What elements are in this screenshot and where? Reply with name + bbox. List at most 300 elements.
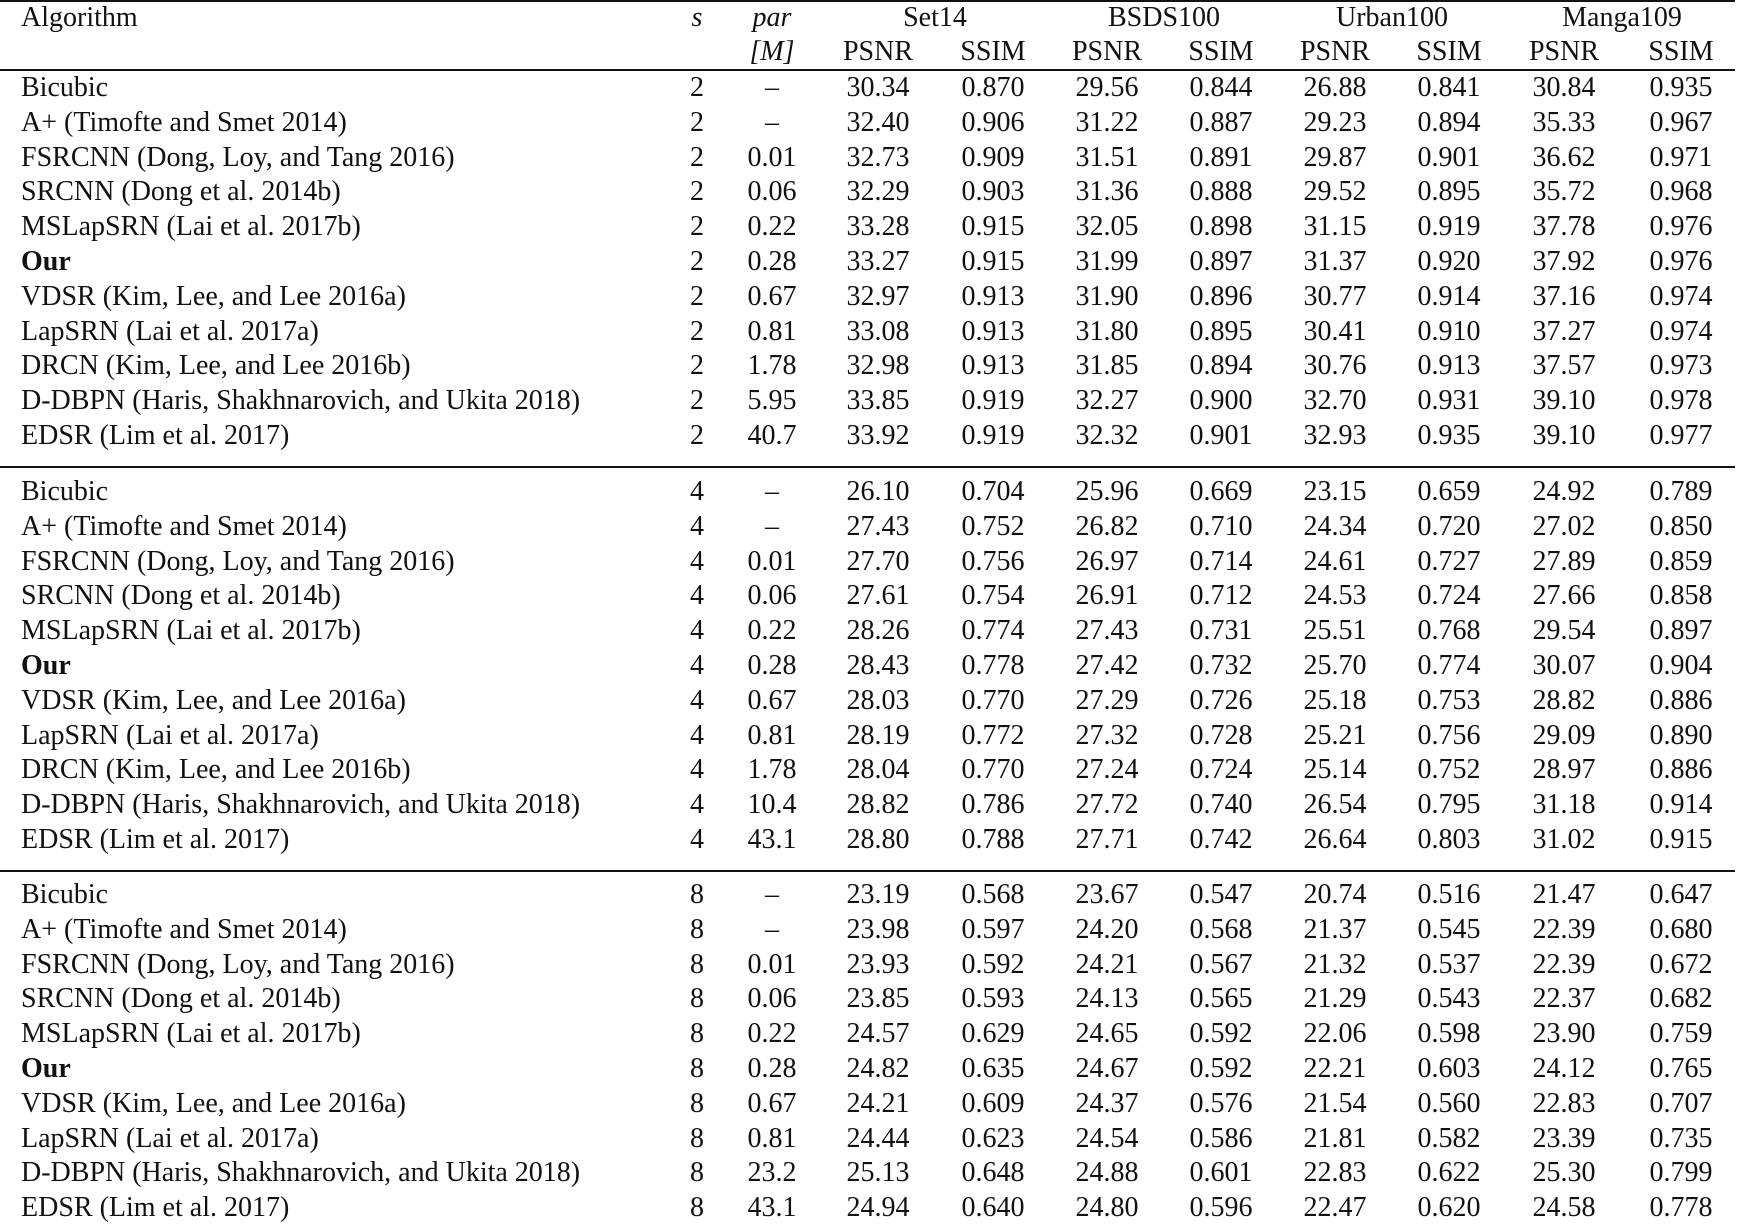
- scale-cell: 4: [690, 580, 704, 612]
- manga109-ssim-cell: 0.974: [1649, 315, 1713, 347]
- set14-ssim-cell: 0.870: [961, 72, 1025, 103]
- header-metric: SSIM: [1416, 36, 1482, 67]
- table-row: [0, 578, 1738, 613]
- manga109-ssim-cell: 0.672: [1649, 948, 1713, 980]
- header-row-2: [0, 34, 1738, 69]
- manga109-psnr-cell: 30.07: [1532, 650, 1596, 681]
- table-row: [0, 718, 1738, 753]
- manga109-psnr-cell: 22.39: [1532, 913, 1596, 945]
- bsds100-psnr-cell: 24.88: [1075, 1157, 1139, 1189]
- bsds100-ssim-cell: 0.742: [1189, 824, 1253, 855]
- set14-psnr-cell: 24.44: [846, 1122, 910, 1154]
- bsds100-psnr-cell: 24.20: [1075, 913, 1139, 945]
- params-cell: 5.95: [747, 385, 797, 417]
- set14-psnr-cell: 28.26: [846, 615, 910, 647]
- manga109-psnr-cell: 29.54: [1532, 615, 1596, 647]
- set14-ssim-cell: 0.592: [961, 948, 1025, 980]
- algorithm-cell: SRCNN (Dong et al. 2014b): [21, 176, 341, 208]
- scale-cell: 8: [690, 983, 704, 1015]
- table-row: [0, 613, 1738, 648]
- algorithm-cell: Our: [21, 246, 71, 277]
- scale-cell: 4: [690, 789, 704, 821]
- urban100-psnr-cell: 21.54: [1303, 1087, 1367, 1119]
- bsds100-ssim-cell: 0.576: [1189, 1087, 1253, 1119]
- urban100-psnr-cell: 21.32: [1303, 948, 1367, 980]
- bsds100-psnr-cell: 31.51: [1075, 141, 1139, 173]
- set14-ssim-cell: 0.568: [961, 879, 1025, 910]
- algorithm-cell: Our: [21, 1053, 71, 1084]
- manga109-psnr-cell: 21.47: [1532, 879, 1596, 910]
- urban100-psnr-cell: 22.47: [1303, 1192, 1367, 1224]
- params-cell: –: [765, 106, 779, 138]
- table-row: [0, 981, 1738, 1016]
- urban100-ssim-cell: 0.752: [1417, 754, 1481, 786]
- params-cell: 0.81: [747, 719, 797, 751]
- manga109-psnr-cell: 37.27: [1532, 315, 1596, 347]
- header-dataset-urban100: Urban100: [1336, 2, 1448, 33]
- bsds100-psnr-cell: 24.54: [1075, 1122, 1139, 1154]
- manga109-psnr-cell: 28.97: [1532, 754, 1596, 786]
- bsds100-ssim-cell: 0.728: [1189, 719, 1253, 751]
- manga109-ssim-cell: 0.647: [1649, 879, 1713, 910]
- urban100-ssim-cell: 0.803: [1417, 824, 1481, 855]
- scale-cell: 2: [690, 350, 704, 382]
- bsds100-ssim-cell: 0.901: [1189, 420, 1253, 451]
- set14-psnr-cell: 24.94: [846, 1192, 910, 1224]
- bsds100-psnr-cell: 31.22: [1075, 106, 1139, 138]
- manga109-ssim-cell: 0.735: [1649, 1122, 1713, 1154]
- manga109-psnr-cell: 22.37: [1532, 983, 1596, 1015]
- bsds100-ssim-cell: 0.844: [1189, 72, 1253, 103]
- set14-psnr-cell: 28.03: [846, 684, 910, 716]
- scale-cell: 2: [690, 246, 704, 277]
- algorithm-cell: A+ (Timofte and Smet 2014): [21, 913, 347, 945]
- params-cell: 0.67: [747, 1087, 797, 1119]
- set14-ssim-cell: 0.635: [961, 1053, 1025, 1084]
- urban100-psnr-cell: 23.15: [1303, 476, 1367, 507]
- params-cell: 43.1: [747, 824, 797, 855]
- params-cell: 0.01: [747, 948, 797, 980]
- algorithm-cell: D-DBPN (Haris, Shakhnarovich, and Ukita 2018): [21, 385, 581, 417]
- set14-ssim-cell: 0.778: [961, 650, 1025, 681]
- algorithm-cell: A+ (Timofte and Smet 2014): [21, 106, 347, 138]
- manga109-ssim-cell: 0.859: [1649, 545, 1713, 577]
- set14-psnr-cell: 32.40: [846, 106, 910, 138]
- bsds100-ssim-cell: 0.897: [1189, 246, 1253, 277]
- set14-ssim-cell: 0.786: [961, 789, 1025, 821]
- scale-cell: 8: [690, 1192, 704, 1224]
- header-algorithm: Algorithm: [21, 2, 138, 33]
- manga109-ssim-cell: 0.799: [1649, 1157, 1713, 1189]
- set14-psnr-cell: 30.34: [846, 72, 910, 103]
- set14-psnr-cell: 24.21: [846, 1087, 910, 1119]
- params-cell: 0.06: [747, 983, 797, 1015]
- algorithm-cell: EDSR (Lim et al. 2017): [21, 824, 290, 855]
- table-row: [0, 947, 1738, 982]
- scale-cell: 4: [690, 615, 704, 647]
- algorithm-cell: VDSR (Kim, Lee, and Lee 2016a): [21, 280, 406, 312]
- set14-ssim-cell: 0.629: [961, 1018, 1025, 1050]
- table-row: [0, 752, 1738, 787]
- set14-ssim-cell: 0.623: [961, 1122, 1025, 1154]
- scale-cell: 2: [690, 280, 704, 312]
- table-row: [0, 877, 1738, 912]
- bsds100-psnr-cell: 27.24: [1075, 754, 1139, 786]
- scale-cell: 2: [690, 106, 704, 138]
- bsds100-ssim-cell: 0.731: [1189, 615, 1253, 647]
- set14-psnr-cell: 23.19: [846, 879, 910, 910]
- set14-ssim-cell: 0.774: [961, 615, 1025, 647]
- manga109-psnr-cell: 25.30: [1532, 1157, 1596, 1189]
- set14-ssim-cell: 0.913: [961, 315, 1025, 347]
- algorithm-cell: LapSRN (Lai et al. 2017a): [21, 1122, 319, 1154]
- urban100-ssim-cell: 0.894: [1417, 106, 1481, 138]
- scale-cell: 8: [690, 1053, 704, 1084]
- bsds100-ssim-cell: 0.565: [1189, 983, 1253, 1015]
- manga109-psnr-cell: 37.16: [1532, 280, 1596, 312]
- params-cell: 0.01: [747, 545, 797, 577]
- manga109-ssim-cell: 0.858: [1649, 580, 1713, 612]
- urban100-ssim-cell: 0.920: [1417, 246, 1481, 277]
- bsds100-ssim-cell: 0.896: [1189, 280, 1253, 312]
- set14-ssim-cell: 0.609: [961, 1087, 1025, 1119]
- table-row: [0, 174, 1738, 209]
- set14-ssim-cell: 0.915: [961, 246, 1025, 277]
- bsds100-psnr-cell: 31.36: [1075, 176, 1139, 208]
- urban100-psnr-cell: 26.64: [1303, 824, 1367, 855]
- scale-cell: 2: [690, 141, 704, 173]
- manga109-psnr-cell: 24.92: [1532, 476, 1596, 507]
- set14-psnr-cell: 25.13: [846, 1157, 910, 1189]
- urban100-psnr-cell: 29.52: [1303, 176, 1367, 208]
- table-row: [0, 279, 1738, 314]
- scale-cell: 4: [690, 754, 704, 786]
- urban100-psnr-cell: 22.83: [1303, 1157, 1367, 1189]
- set14-ssim-cell: 0.593: [961, 983, 1025, 1015]
- params-cell: 1.78: [747, 754, 797, 786]
- manga109-psnr-cell: 28.82: [1532, 684, 1596, 716]
- scale-cell: 8: [690, 879, 704, 910]
- bsds100-psnr-cell: 24.67: [1075, 1053, 1139, 1084]
- table-row: [0, 70, 1738, 105]
- urban100-ssim-cell: 0.659: [1417, 476, 1481, 507]
- bsds100-ssim-cell: 0.586: [1189, 1122, 1253, 1154]
- manga109-psnr-cell: 35.72: [1532, 176, 1596, 208]
- params-cell: 0.28: [747, 650, 797, 681]
- set14-psnr-cell: 24.57: [846, 1018, 910, 1050]
- algorithm-cell: SRCNN (Dong et al. 2014b): [21, 580, 341, 612]
- manga109-ssim-cell: 0.976: [1649, 246, 1713, 277]
- manga109-ssim-cell: 0.967: [1649, 106, 1713, 138]
- algorithm-cell: DRCN (Kim, Lee, and Lee 2016b): [21, 350, 411, 382]
- manga109-ssim-cell: 0.886: [1649, 684, 1713, 716]
- manga109-ssim-cell: 0.978: [1649, 385, 1713, 417]
- manga109-ssim-cell: 0.973: [1649, 350, 1713, 382]
- set14-psnr-cell: 28.19: [846, 719, 910, 751]
- header-dataset-set14: Set14: [903, 2, 967, 33]
- urban100-ssim-cell: 0.516: [1417, 879, 1481, 910]
- algorithm-cell: Bicubic: [21, 476, 109, 507]
- table-row: [0, 509, 1738, 544]
- manga109-ssim-cell: 0.680: [1649, 913, 1713, 945]
- algorithm-cell: Our: [21, 650, 71, 681]
- group-separator-rule: [0, 466, 1735, 468]
- urban100-ssim-cell: 0.841: [1417, 72, 1481, 103]
- urban100-ssim-cell: 0.795: [1417, 789, 1481, 821]
- set14-psnr-cell: 28.04: [846, 754, 910, 786]
- manga109-ssim-cell: 0.897: [1649, 615, 1713, 647]
- bsds100-psnr-cell: 24.37: [1075, 1087, 1139, 1119]
- manga109-psnr-cell: 24.12: [1532, 1053, 1596, 1084]
- header-metric: PSNR: [1071, 36, 1143, 67]
- manga109-ssim-cell: 0.850: [1649, 510, 1713, 542]
- bsds100-psnr-cell: 32.27: [1075, 385, 1139, 417]
- urban100-ssim-cell: 0.919: [1417, 211, 1481, 243]
- urban100-ssim-cell: 0.914: [1417, 280, 1481, 312]
- table-row: [0, 1121, 1738, 1156]
- urban100-ssim-cell: 0.895: [1417, 176, 1481, 208]
- set14-ssim-cell: 0.772: [961, 719, 1025, 751]
- urban100-ssim-cell: 0.582: [1417, 1122, 1481, 1154]
- manga109-psnr-cell: 36.62: [1532, 141, 1596, 173]
- manga109-psnr-cell: 27.89: [1532, 545, 1596, 577]
- set14-ssim-cell: 0.597: [961, 913, 1025, 945]
- scale-cell: 8: [690, 948, 704, 980]
- bsds100-ssim-cell: 0.900: [1189, 385, 1253, 417]
- set14-ssim-cell: 0.919: [961, 385, 1025, 417]
- urban100-psnr-cell: 24.61: [1303, 545, 1367, 577]
- table-row: [0, 140, 1738, 175]
- manga109-psnr-cell: 39.10: [1532, 385, 1596, 417]
- urban100-ssim-cell: 0.935: [1417, 420, 1481, 451]
- set14-ssim-cell: 0.756: [961, 545, 1025, 577]
- set14-psnr-cell: 33.85: [846, 385, 910, 417]
- bsds100-psnr-cell: 26.91: [1075, 580, 1139, 612]
- algorithm-cell: EDSR (Lim et al. 2017): [21, 420, 290, 451]
- algorithm-cell: LapSRN (Lai et al. 2017a): [21, 719, 319, 751]
- bsds100-psnr-cell: 27.42: [1075, 650, 1139, 681]
- params-cell: 0.28: [747, 1053, 797, 1084]
- manga109-psnr-cell: 37.92: [1532, 246, 1596, 277]
- urban100-ssim-cell: 0.543: [1417, 983, 1481, 1015]
- bsds100-psnr-cell: 26.82: [1075, 510, 1139, 542]
- bsds100-ssim-cell: 0.547: [1189, 879, 1253, 910]
- manga109-ssim-cell: 0.904: [1649, 650, 1713, 681]
- bsds100-ssim-cell: 0.714: [1189, 545, 1253, 577]
- bsds100-psnr-cell: 26.97: [1075, 545, 1139, 577]
- params-cell: 0.67: [747, 280, 797, 312]
- group-separator-rule: [0, 870, 1735, 872]
- urban100-psnr-cell: 21.29: [1303, 983, 1367, 1015]
- table-row: [0, 105, 1738, 140]
- set14-ssim-cell: 0.788: [961, 824, 1025, 855]
- set14-ssim-cell: 0.770: [961, 754, 1025, 786]
- bsds100-ssim-cell: 0.887: [1189, 106, 1253, 138]
- urban100-psnr-cell: 22.06: [1303, 1018, 1367, 1050]
- urban100-psnr-cell: 26.88: [1303, 72, 1367, 103]
- table-row: [0, 209, 1738, 244]
- manga109-ssim-cell: 0.890: [1649, 719, 1713, 751]
- urban100-ssim-cell: 0.913: [1417, 350, 1481, 382]
- algorithm-cell: Bicubic: [21, 879, 109, 910]
- urban100-psnr-cell: 22.21: [1303, 1053, 1367, 1084]
- header-metric: SSIM: [1648, 36, 1714, 67]
- manga109-ssim-cell: 0.968: [1649, 176, 1713, 208]
- bsds100-ssim-cell: 0.726: [1189, 684, 1253, 716]
- urban100-psnr-cell: 21.81: [1303, 1122, 1367, 1154]
- scale-cell: 4: [690, 650, 704, 681]
- manga109-psnr-cell: 31.18: [1532, 789, 1596, 821]
- urban100-ssim-cell: 0.774: [1417, 650, 1481, 681]
- manga109-ssim-cell: 0.759: [1649, 1018, 1713, 1050]
- set14-ssim-cell: 0.752: [961, 510, 1025, 542]
- urban100-ssim-cell: 0.756: [1417, 719, 1481, 751]
- params-cell: 0.28: [747, 246, 797, 277]
- algorithm-cell: SRCNN (Dong et al. 2014b): [21, 983, 341, 1015]
- bsds100-psnr-cell: 31.85: [1075, 350, 1139, 382]
- urban100-psnr-cell: 29.87: [1303, 141, 1367, 173]
- bsds100-ssim-cell: 0.592: [1189, 1018, 1253, 1050]
- algorithm-cell: MSLapSRN (Lai et al. 2017b): [21, 1018, 361, 1050]
- scale-cell: 4: [690, 476, 704, 507]
- set14-psnr-cell: 32.29: [846, 176, 910, 208]
- header-metric: SSIM: [1188, 36, 1254, 67]
- manga109-ssim-cell: 0.914: [1649, 789, 1713, 821]
- manga109-ssim-cell: 0.682: [1649, 983, 1713, 1015]
- params-cell: –: [765, 72, 779, 103]
- bsds100-ssim-cell: 0.898: [1189, 211, 1253, 243]
- set14-ssim-cell: 0.913: [961, 280, 1025, 312]
- urban100-psnr-cell: 31.37: [1303, 246, 1367, 277]
- set14-psnr-cell: 23.85: [846, 983, 910, 1015]
- urban100-psnr-cell: 20.74: [1303, 879, 1367, 910]
- set14-psnr-cell: 33.92: [846, 420, 910, 451]
- set14-psnr-cell: 33.08: [846, 315, 910, 347]
- set14-psnr-cell: 27.61: [846, 580, 910, 612]
- manga109-psnr-cell: 29.09: [1532, 719, 1596, 751]
- manga109-ssim-cell: 0.974: [1649, 280, 1713, 312]
- params-cell: 23.2: [747, 1157, 797, 1189]
- urban100-psnr-cell: 21.37: [1303, 913, 1367, 945]
- set14-psnr-cell: 26.10: [846, 476, 910, 507]
- set14-ssim-cell: 0.906: [961, 106, 1025, 138]
- scale-cell: 4: [690, 510, 704, 542]
- bsds100-ssim-cell: 0.592: [1189, 1053, 1253, 1084]
- set14-psnr-cell: 27.70: [846, 545, 910, 577]
- set14-psnr-cell: 33.28: [846, 211, 910, 243]
- urban100-ssim-cell: 0.620: [1417, 1192, 1481, 1224]
- algorithm-cell: MSLapSRN (Lai et al. 2017b): [21, 211, 361, 243]
- table-row: [0, 648, 1738, 683]
- header-metric: PSNR: [1299, 36, 1371, 67]
- header-s: s: [691, 2, 703, 33]
- table-row: [0, 544, 1738, 579]
- header-metric: SSIM: [960, 36, 1026, 67]
- params-cell: 0.67: [747, 684, 797, 716]
- set14-ssim-cell: 0.913: [961, 350, 1025, 382]
- bsds100-ssim-cell: 0.888: [1189, 176, 1253, 208]
- scale-cell: 2: [690, 420, 704, 451]
- bsds100-ssim-cell: 0.596: [1189, 1192, 1253, 1224]
- params-cell: 43.1: [747, 1192, 797, 1224]
- params-cell: –: [765, 879, 779, 910]
- manga109-psnr-cell: 30.84: [1532, 72, 1596, 103]
- urban100-psnr-cell: 32.93: [1303, 420, 1367, 451]
- scale-cell: 2: [690, 211, 704, 243]
- urban100-psnr-cell: 30.41: [1303, 315, 1367, 347]
- urban100-psnr-cell: 30.76: [1303, 350, 1367, 382]
- params-cell: 0.22: [747, 211, 797, 243]
- params-cell: 0.06: [747, 176, 797, 208]
- urban100-ssim-cell: 0.910: [1417, 315, 1481, 347]
- manga109-psnr-cell: 37.57: [1532, 350, 1596, 382]
- bsds100-ssim-cell: 0.891: [1189, 141, 1253, 173]
- algorithm-cell: DRCN (Kim, Lee, and Lee 2016b): [21, 754, 411, 786]
- table-row: [0, 912, 1738, 947]
- set14-psnr-cell: 23.93: [846, 948, 910, 980]
- bsds100-psnr-cell: 32.05: [1075, 211, 1139, 243]
- table-row: [0, 1190, 1738, 1225]
- scale-cell: 4: [690, 545, 704, 577]
- manga109-ssim-cell: 0.886: [1649, 754, 1713, 786]
- scale-cell: 4: [690, 684, 704, 716]
- table-row: [0, 1051, 1738, 1086]
- manga109-ssim-cell: 0.976: [1649, 211, 1713, 243]
- table-row: [0, 348, 1738, 383]
- manga109-psnr-cell: 31.02: [1532, 824, 1596, 855]
- bsds100-ssim-cell: 0.669: [1189, 476, 1253, 507]
- manga109-psnr-cell: 27.02: [1532, 510, 1596, 542]
- manga109-psnr-cell: 23.90: [1532, 1018, 1596, 1050]
- bsds100-psnr-cell: 24.80: [1075, 1192, 1139, 1224]
- bsds100-psnr-cell: 31.99: [1075, 246, 1139, 277]
- manga109-ssim-cell: 0.778: [1649, 1192, 1713, 1224]
- bsds100-psnr-cell: 24.65: [1075, 1018, 1139, 1050]
- scale-cell: 8: [690, 1157, 704, 1189]
- bsds100-psnr-cell: 31.80: [1075, 315, 1139, 347]
- header-dataset-bsds100: BSDS100: [1107, 2, 1221, 33]
- params-cell: 0.81: [747, 1122, 797, 1154]
- scale-cell: 4: [690, 719, 704, 751]
- bsds100-ssim-cell: 0.894: [1189, 350, 1253, 382]
- manga109-ssim-cell: 0.707: [1649, 1087, 1713, 1119]
- urban100-psnr-cell: 24.34: [1303, 510, 1367, 542]
- algorithm-cell: FSRCNN (Dong, Loy, and Tang 2016): [21, 545, 455, 577]
- algorithm-cell: LapSRN (Lai et al. 2017a): [21, 315, 319, 347]
- urban100-ssim-cell: 0.753: [1417, 684, 1481, 716]
- table-row: [0, 1016, 1738, 1051]
- urban100-psnr-cell: 25.18: [1303, 684, 1367, 716]
- set14-psnr-cell: 28.82: [846, 789, 910, 821]
- set14-psnr-cell: 27.43: [846, 510, 910, 542]
- scale-cell: 8: [690, 913, 704, 945]
- set14-ssim-cell: 0.640: [961, 1192, 1025, 1224]
- params-cell: 0.22: [747, 615, 797, 647]
- scale-cell: 2: [690, 72, 704, 103]
- manga109-ssim-cell: 0.935: [1649, 72, 1713, 103]
- scale-cell: 2: [690, 176, 704, 208]
- manga109-ssim-cell: 0.789: [1649, 476, 1713, 507]
- set14-ssim-cell: 0.648: [961, 1157, 1025, 1189]
- urban100-psnr-cell: 25.70: [1303, 650, 1367, 681]
- params-cell: –: [765, 913, 779, 945]
- scale-cell: 8: [690, 1122, 704, 1154]
- bsds100-ssim-cell: 0.710: [1189, 510, 1253, 542]
- table-row: [0, 787, 1738, 822]
- table-row: [0, 474, 1738, 509]
- urban100-psnr-cell: 30.77: [1303, 280, 1367, 312]
- bsds100-ssim-cell: 0.740: [1189, 789, 1253, 821]
